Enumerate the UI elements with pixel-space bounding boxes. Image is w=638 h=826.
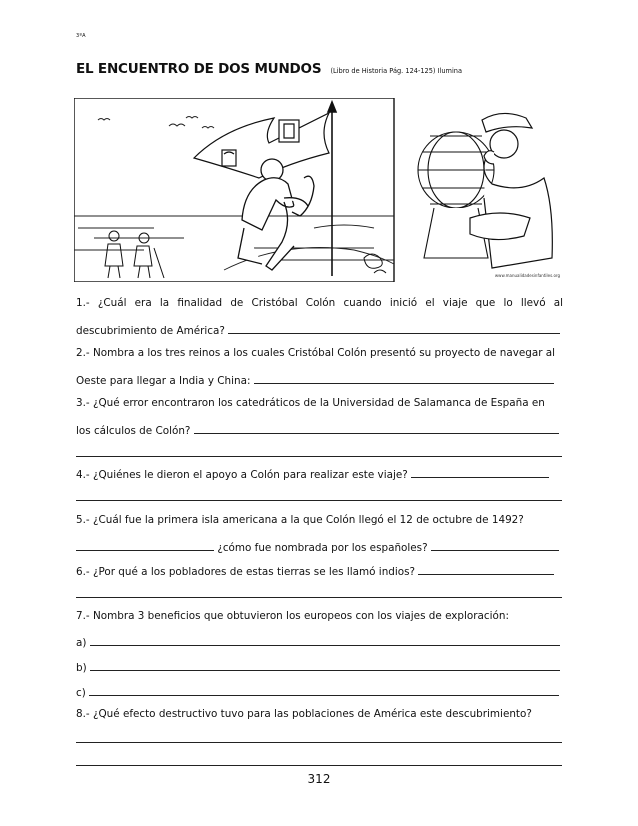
answer-blank-6[interactable]	[418, 563, 554, 575]
question-2-line-1: 2.- Nombra a los tres reinos a los cuales Cristóbal Colón presentó su proyecto de navegar al	[76, 347, 556, 359]
answer-line-8b[interactable]	[76, 765, 562, 766]
page-subtitle: (Libro de Historia Pág. 124-125) Ilumina	[330, 67, 463, 75]
answer-blank-5b[interactable]	[431, 539, 559, 551]
question-8-line-1: 8.- ¿Qué efecto destructivo tuvo para las poblaciones de América este descubrimiento?	[76, 708, 532, 720]
answer-line-8a[interactable]	[76, 742, 562, 743]
page-number: 312	[307, 772, 331, 786]
answer-blank-7c[interactable]	[89, 684, 559, 696]
question-1-text: descubrimiento de América?	[76, 325, 225, 337]
question-7-a	[76, 634, 563, 649]
illustration-frame	[74, 98, 394, 282]
title-row	[76, 58, 462, 77]
answer-blank-4[interactable]	[411, 466, 549, 478]
question-2-line-2	[76, 372, 563, 387]
answer-blank-5a[interactable]	[76, 539, 214, 551]
option-c-label: c)	[76, 687, 86, 699]
illustration-credit: www.manualidadesinfantiles.org	[494, 273, 560, 278]
answer-line-6b[interactable]	[76, 597, 562, 598]
question-5-text: ¿cómo fue nombrada por los españoles?	[217, 542, 428, 554]
globe-icon	[418, 132, 494, 258]
question-5-line-1: 5.- ¿Cuál fue la primera isla americana a la que Colón llegó el 12 de octubre de 1492?	[76, 514, 524, 526]
answer-blank-2[interactable]	[254, 372, 554, 384]
answer-line-3b[interactable]	[76, 456, 562, 457]
option-b-label: b)	[76, 662, 87, 674]
grade-label: 3ºA	[76, 33, 86, 39]
question-2-text: Oeste para llegar a India y China:	[76, 375, 251, 387]
question-5-line-2	[76, 539, 563, 554]
columbus-illustration	[74, 98, 564, 282]
question-7-line-1: 7.- Nombra 3 beneficios que obtuvieron los europeos con los viajes de exploración:	[76, 610, 509, 622]
question-6-text: 6.- ¿Por qué a los pobladores de estas tierras se les llamó indios?	[76, 566, 416, 578]
answer-blank-7b[interactable]	[90, 659, 560, 671]
question-4-line-1	[76, 466, 563, 481]
answer-blank-7a[interactable]	[90, 634, 560, 646]
answer-blank-1[interactable]	[228, 322, 560, 334]
question-3-line-2	[76, 422, 563, 437]
question-7-c	[76, 684, 563, 699]
page-title: EL ENCUENTRO DE DOS MUNDOS	[76, 61, 322, 77]
option-a-label: a)	[76, 637, 87, 649]
question-3-line-1: 3.- ¿Qué error encontraron los catedráticos de la Universidad de Salamanca de España en	[76, 397, 545, 409]
question-6-line-1	[76, 563, 563, 578]
question-1-line-1: 1.- ¿Cuál era la finalidad de Cristóbal Colón cuando inició el viaje que lo llevó al	[76, 297, 563, 309]
question-7-b	[76, 659, 563, 674]
answer-line-4b[interactable]	[76, 500, 562, 501]
question-3-text: los cálculos de Colón?	[76, 425, 191, 437]
question-4-text: 4.- ¿Quiénes le dieron el apoyo a Colón para realizar este viaje?	[76, 469, 408, 481]
answer-blank-3[interactable]	[194, 422, 559, 434]
question-1-line-2	[76, 322, 563, 337]
